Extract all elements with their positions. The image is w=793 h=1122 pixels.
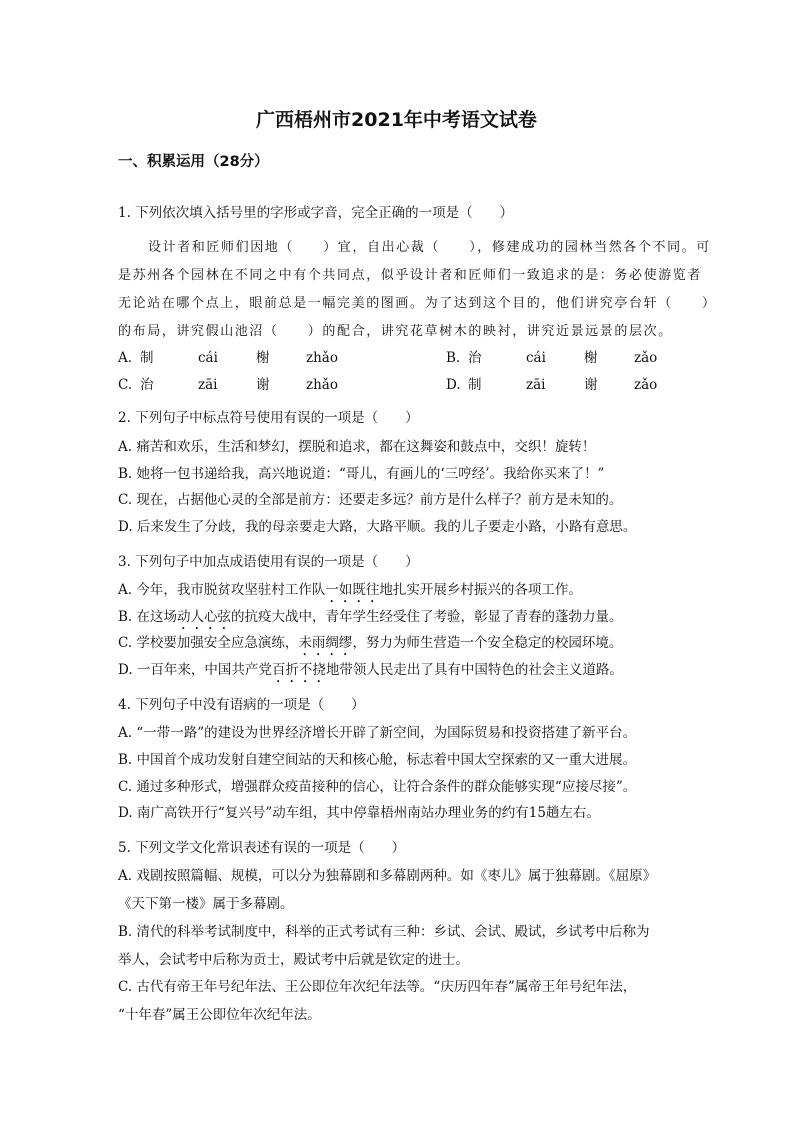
option-part: 制 (468, 377, 482, 393)
option-part: 治 (468, 350, 482, 366)
option-text: C. 学校要加强安全应急演练， (118, 635, 299, 651)
option-label: B. (446, 350, 461, 366)
option-text: D. 一百年来，中国共产党 (118, 662, 272, 678)
q4-option-c[interactable]: C. 通过多种形式，增强群众疫苗接种的信心，让符合条件的群众能够实现“应接尽接”。 (118, 779, 637, 795)
q5-option-c-cont: “十年春”属王公即位年次纪年法。 (118, 1007, 321, 1023)
q2-option-a[interactable]: A. 痛苦和欢乐，生活和梦幻，摆脱和追求，都在这舞姿和鼓点中，交织！旋转！ (118, 439, 596, 455)
q2-option-c[interactable]: C. 现在，占据他心灵的全部是前方：还要走多远？前方是什么样子？前方是未知的。 (118, 492, 623, 508)
q2-option-b[interactable]: B. 她将一包书递给我，高兴地说道：“哥儿，有画儿的‘三哼经’。我给你买来了！” (118, 466, 605, 482)
question-3-stem: 3. 下列句子中加点成语使用有误的一项是（ ） (118, 554, 419, 570)
passage-line: 是苏州各个园林在不同之中有个共同点，似乎设计者和匠师们一致追求的是：务必使游览者 (118, 268, 703, 283)
emphasized-idiom: 百折不挠 (271, 662, 326, 678)
option-part: 谢 (584, 377, 598, 393)
passage-line: 设计者和匠师们因地（ ）宜，自出心裁（ ），修建成功的园林当然各个不同。可 (148, 240, 711, 255)
emphasized-idiom: 动人心弦 (177, 609, 232, 625)
option-part: cái (198, 350, 218, 366)
q1-option-d[interactable] (446, 376, 657, 394)
q5-option-a-cont: 《天下第一楼》属于多幕剧。 (118, 896, 294, 912)
passage-line: 的布局，讲究假山池沼（ ）的配合，讲究花草树木的映衬，讲究近景远景的层次。 (118, 324, 673, 339)
option-part: 榭 (256, 350, 270, 366)
question-2-stem: 2. 下列句子中标点符号使用有误的一项是（ ） (118, 410, 419, 426)
q4-option-a[interactable]: A. “一带一路”的建设为世界经济增长开辟了新空间，为国际贸易和投资搭建了新平台。 (118, 725, 637, 741)
option-text: 地带领人民走出了具有中国特色的社会主义道路。 (325, 662, 623, 678)
option-part: zāi (198, 377, 218, 393)
q5-option-a[interactable]: A. 戏剧按照篇幅、规模，可以分为独幕剧和多幕剧两种。如《枣儿》属于独幕剧。《屈原》 (118, 868, 657, 884)
q5-option-b-cont: 举人，会试考中后称为贡士，殿试考中后就是钦定的进士。 (118, 952, 469, 968)
q1-option-a[interactable] (118, 349, 338, 367)
option-part: 谢 (256, 377, 270, 393)
option-part: zāi (526, 377, 546, 393)
option-part: cái (526, 350, 546, 366)
q3-option-b[interactable] (118, 608, 623, 633)
question-1-stem: 1. 下列依次填入括号里的字形或字音，完全正确的一项是（ ） (118, 205, 514, 221)
option-text: B. 在这场 (118, 609, 178, 625)
question-4-stem: 4. 下列句子中没有语病的一项是（ ） (118, 697, 365, 713)
q5-option-b[interactable]: B. 清代的科举考试制度中，科举的正式考试有三种：乡试、会试、殿试，乡试考中后称为 (118, 924, 650, 940)
option-part: zhǎo (306, 377, 338, 393)
q3-option-c[interactable] (118, 634, 622, 659)
option-part: zǎo (634, 350, 658, 366)
q1-option-c[interactable] (118, 376, 338, 394)
option-text: 的抗疫大战中，青年学生经受住了考验，彰显了青春的蓬勃力量。 (231, 609, 623, 625)
option-label: A. (118, 350, 133, 366)
q3-option-a[interactable] (118, 581, 582, 606)
option-label: D. (446, 377, 461, 393)
option-text: 地扎实开展乡村振兴的各项工作。 (379, 582, 582, 598)
option-part: 制 (140, 350, 154, 366)
q2-option-d[interactable]: D. 后来发生了分歧，我的母亲要走大路，大路平顺。我的儿子要走小路，小路有意思。 (118, 519, 637, 535)
emphasized-idiom: 一如既往 (325, 582, 380, 598)
passage-line: 无论站在哪个点上，眼前总是一幅完美的图画。为了达到这个目的，他们讲究亭台轩（ ） (118, 296, 717, 311)
q1-option-b[interactable] (446, 349, 657, 367)
question-5-stem: 5. 下列文学文化常识表述有误的一项是（ ） (118, 840, 406, 856)
section-heading: 一、积累运用（28分） (118, 154, 269, 170)
option-part: 治 (140, 377, 154, 393)
option-label: C. (118, 377, 133, 393)
q4-option-d[interactable]: D. 南广高铁开行“复兴号”动车组，其中停靠梧州南站办理业务的约有15趟左右。 (118, 805, 600, 821)
q4-option-b[interactable]: B. 中国首个成功发射自建空间站的天和核心舱，标志着中国太空探索的又一重大进展。 (118, 752, 637, 768)
option-part: 榭 (584, 350, 598, 366)
option-text: ，努力为师生营造一个安全稳定的校园环境。 (352, 635, 623, 651)
option-part: zhǎo (306, 350, 338, 366)
emphasized-idiom: 未雨绸缪 (298, 635, 353, 651)
q3-option-d[interactable] (118, 661, 623, 686)
page-title: 广西梧州市2021年中考语文试卷 (256, 109, 537, 131)
q5-option-c[interactable]: C. 古代有帝王年号纪年法、王公即位年次纪年法等。“庆历四年春”属帝王年号纪年法， (118, 979, 637, 995)
option-text: A. 今年，我市脱贫攻坚驻村工作队 (118, 582, 326, 598)
option-part: zǎo (634, 377, 658, 393)
